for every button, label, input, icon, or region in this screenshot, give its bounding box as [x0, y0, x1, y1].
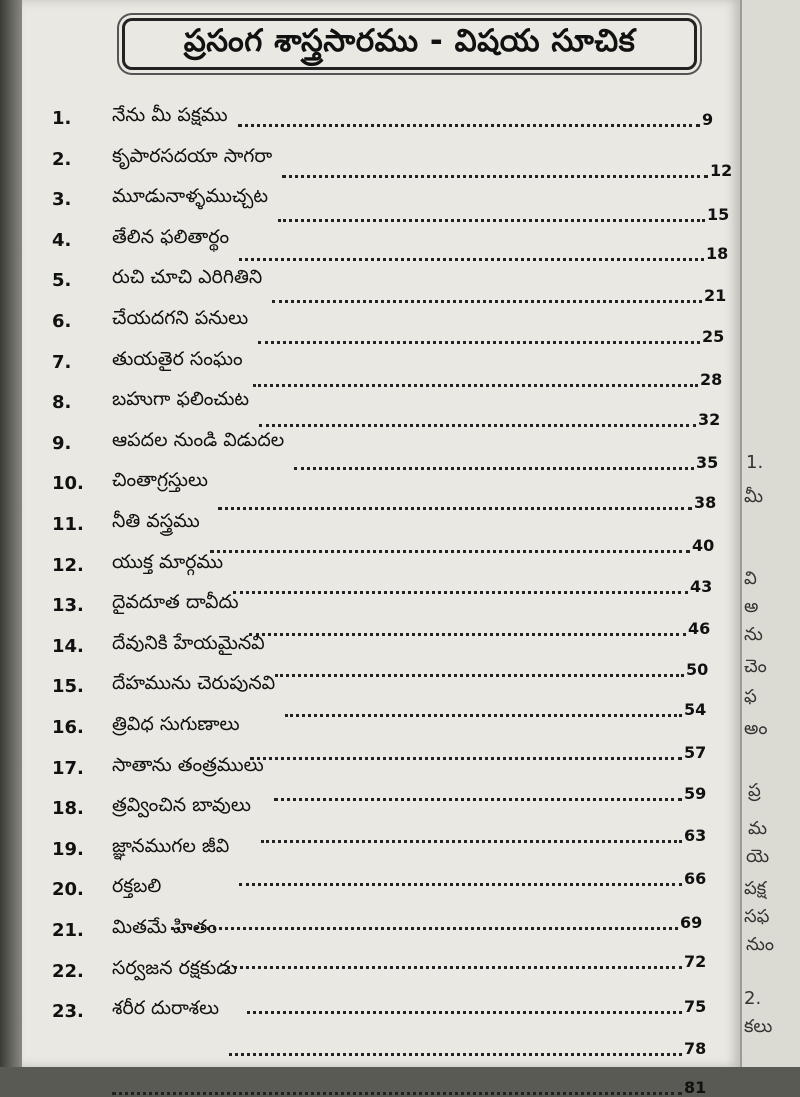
table-row — [52, 591, 742, 639]
entry-title: ఆపదల నుండి విడుదల — [112, 428, 285, 451]
table-row — [52, 347, 742, 392]
entry-title: దేహమును చెరుపునవి — [112, 672, 276, 695]
entry-number: 16. — [52, 717, 84, 738]
entry-number: 20. — [52, 879, 84, 901]
table-row — [52, 388, 742, 432]
table-row — [52, 631, 742, 679]
dot-leader — [238, 122, 700, 127]
entry-number: 9. — [52, 432, 72, 454]
entry-number: 1. — [52, 108, 72, 129]
book-page — [22, 0, 740, 1097]
entry-page-number: 15 — [707, 205, 730, 225]
adjacent-page-text: ఫ — [744, 686, 757, 707]
entry-number: 18. — [52, 798, 84, 820]
entry-page-number: 72 — [684, 952, 707, 971]
entry-number: 7. — [52, 351, 72, 373]
entry-number: 2. — [52, 148, 72, 170]
adjacent-page-text: అం — [744, 718, 768, 739]
adjacent-page-text: పక్ష — [744, 878, 767, 899]
adjacent-page-text: మ — [748, 818, 768, 839]
entry-page-number: 81 — [684, 1077, 707, 1097]
entry-number: 14. — [52, 635, 84, 657]
entry-page-number: 9 — [702, 110, 714, 129]
entry-title: యుక్త మార్గము — [112, 550, 224, 573]
entry-title: మూడునాళ్ళముచ్చట — [112, 185, 268, 208]
book-gutter — [0, 0, 22, 1067]
entry-number: 21. — [52, 920, 84, 941]
dot-leader — [233, 589, 688, 594]
entry-page-number: 12 — [710, 160, 733, 180]
entry-number: 17. — [52, 757, 84, 779]
entry-title: మితమే హితం — [112, 916, 218, 938]
entry-number: 4. — [52, 229, 72, 251]
dot-leader — [259, 422, 696, 427]
entry-title: సర్వజన రక్షకుడు — [112, 956, 237, 979]
entry-page-number: 59 — [684, 783, 707, 803]
entry-title: రక్తబలి — [112, 875, 162, 898]
entry-title: రుచి చూచి ఎరిగితిని — [112, 266, 263, 289]
table-row — [52, 550, 742, 596]
dot-leader — [272, 298, 702, 303]
adjacent-page-text: అ — [744, 596, 759, 617]
entry-number: 6. — [52, 311, 72, 332]
entry-page-number: 38 — [694, 493, 717, 513]
dot-leader — [112, 1090, 682, 1095]
entry-number: 12. — [52, 554, 84, 576]
entry-page-number: 54 — [684, 700, 707, 720]
entry-title: చేయదగని పనులు — [112, 307, 249, 329]
entry-page-number: 43 — [690, 576, 713, 596]
table-row — [52, 510, 742, 555]
table-row — [52, 225, 742, 270]
table-row — [52, 1042, 742, 1097]
entry-title: కృపారసదయా సాగరా — [112, 144, 273, 167]
page-title: ప్రసంగ శాస్త్రసారము - విషయ సూచిక — [183, 22, 636, 59]
entry-title: త్రవ్వించిన బావులు — [112, 794, 251, 817]
entry-title: తుయతైర సంఘం — [112, 347, 243, 370]
entry-number: 10. — [52, 473, 84, 495]
entry-title: దేవునికి హేయమైనవి — [112, 631, 265, 654]
dot-leader — [218, 505, 692, 510]
adjacent-page-text: యె — [746, 846, 770, 867]
dot-leader — [258, 339, 700, 344]
entry-page-number: 28 — [700, 369, 723, 389]
table-row — [52, 144, 742, 189]
dot-leader — [239, 256, 704, 261]
table-row — [52, 713, 742, 762]
entry-title: నీతి వస్త్రము — [112, 510, 200, 532]
adjacent-page-text: ను — [744, 624, 763, 645]
entry-title: సాతాను తంత్రములు — [112, 753, 264, 776]
table-of-contents — [22, 0, 740, 1097]
entry-page-number: 78 — [684, 1039, 707, 1059]
entry-title: త్రివిధ సుగుణాలు — [112, 713, 240, 735]
adjacent-page-text: సఫ — [744, 906, 770, 927]
entry-page-number: 69 — [680, 913, 703, 933]
entry-page-number: 57 — [684, 743, 707, 762]
table-row — [52, 428, 742, 473]
entry-page-number: 21 — [704, 286, 727, 306]
adjacent-page-text: ప్ర — [748, 780, 761, 801]
entry-page-number: 75 — [684, 996, 707, 1016]
table-row — [52, 104, 742, 148]
entry-title: తేలిన ఫలితార్థం — [112, 225, 230, 248]
table-row — [52, 753, 742, 803]
entry-page-number: 66 — [684, 868, 707, 888]
table-row — [52, 266, 742, 310]
entry-title: జ్ఞానముగల జీవి — [112, 834, 230, 857]
entry-title: శరీర దురాశలు — [112, 997, 220, 1020]
adjacent-page-text: వి — [744, 568, 757, 589]
adjacent-page-text: 1. — [746, 452, 764, 473]
entry-page-number: 40 — [692, 536, 715, 555]
entry-page-number: 25 — [702, 327, 725, 346]
entry-page-number: 63 — [684, 826, 707, 846]
entry-number: 22. — [52, 960, 84, 982]
dot-leader — [294, 465, 694, 470]
entry-page-number: 46 — [688, 619, 711, 639]
dot-leader — [253, 382, 698, 387]
entry-number: 8. — [52, 392, 72, 414]
table-row — [52, 997, 742, 1059]
entry-page-number: 50 — [686, 659, 709, 679]
dot-leader — [278, 217, 705, 222]
entry-page-number: 32 — [698, 410, 721, 430]
entry-page-number: 35 — [696, 452, 719, 472]
entry-title: నేను మీ పక్షము — [112, 104, 228, 126]
entry-title: చింతాగ్రస్తులు — [112, 469, 208, 492]
entry-number: 15. — [52, 676, 84, 698]
dot-leader — [282, 173, 708, 178]
adjacent-page-text: మీ — [744, 486, 764, 507]
entry-page-number: 18 — [706, 243, 729, 263]
entry-number: 5. — [52, 270, 72, 292]
adjacent-page-text: చెం — [744, 656, 767, 677]
entry-number: 13. — [52, 595, 84, 617]
table-row — [52, 672, 742, 720]
adjacent-page-text: నుం — [746, 934, 774, 955]
adjacent-page — [740, 0, 800, 1067]
table-row — [52, 469, 742, 513]
entry-number: 3. — [52, 189, 72, 211]
adjacent-page-text: కలు — [744, 1016, 773, 1037]
entry-title: దైవదూత దావీదు — [112, 591, 239, 614]
entry-number: 11. — [52, 514, 84, 535]
adjacent-page-text: 2. — [744, 988, 762, 1009]
entry-number: 23. — [52, 1001, 84, 1023]
dot-leader — [210, 548, 690, 553]
entry-title: బహుగా ఫలించుట — [112, 388, 250, 411]
table-row — [52, 185, 742, 229]
table-row — [52, 307, 742, 351]
entry-number: 19. — [52, 838, 84, 860]
